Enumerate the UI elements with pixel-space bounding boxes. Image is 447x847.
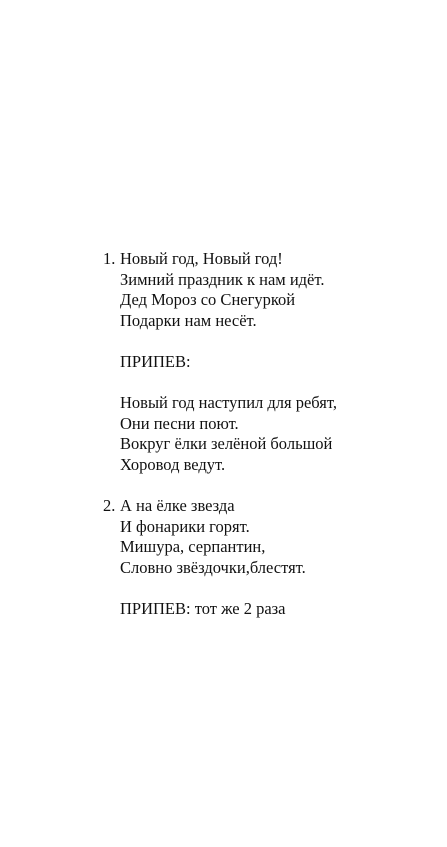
verse-2 xyxy=(103,496,433,578)
verse-line: Зимний праздник к нам идёт. xyxy=(120,269,325,289)
verse-lines xyxy=(120,249,324,331)
verse-line: Словно звёздочки,блестят. xyxy=(120,557,306,577)
chorus-repeat-note: ПРИПЕВ: тот же 2 раза xyxy=(120,599,286,619)
verse-1 xyxy=(103,249,433,331)
chorus-line: Новый год наступил для ребят, xyxy=(120,393,337,413)
chorus-line: Вокруг ёлки зелёной большой xyxy=(120,434,333,454)
verse-line: Новый год, Новый год! xyxy=(120,249,283,268)
verse-line: Мишура, серпантин, xyxy=(120,537,266,557)
verse-line: Подарки нам несёт. xyxy=(120,310,257,330)
verse-line: Дед Мороз со Снегуркой xyxy=(120,290,296,310)
verse-lines xyxy=(120,496,306,578)
chorus-line: Они песни поют. xyxy=(120,413,239,433)
chorus-label-block xyxy=(120,352,433,373)
chorus-repeat-block xyxy=(120,599,433,620)
verse-number: 1. xyxy=(103,249,116,268)
chorus-line: Хоровод ведут. xyxy=(120,454,226,474)
song-lyrics xyxy=(103,249,433,620)
chorus xyxy=(120,393,433,475)
verse-number: 2. xyxy=(103,496,116,516)
verse-line: А на ёлке звезда xyxy=(120,496,235,516)
chorus-label: ПРИПЕВ: xyxy=(120,351,191,371)
verse-line: И фонарики горят. xyxy=(120,516,250,536)
